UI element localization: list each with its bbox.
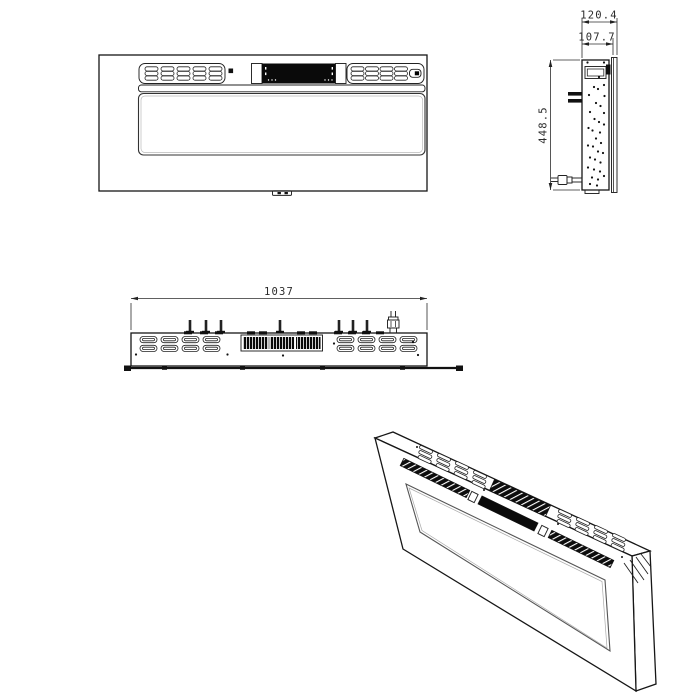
- dim-label-depth-overall: 120.4: [580, 9, 618, 22]
- dim-label-height: 448.5: [537, 106, 550, 144]
- side-front-panel: [612, 58, 618, 193]
- front-view: [99, 55, 427, 195]
- dim-height: [538, 60, 581, 190]
- dim-label-width: 1037: [263, 286, 295, 298]
- front-strip-stud: [229, 69, 234, 74]
- power-plug-top: [388, 311, 400, 333]
- dim-label-depth-insert: 107.7: [578, 31, 616, 44]
- power-plug-side: [551, 176, 582, 185]
- top-view: [124, 286, 463, 371]
- side-view: [538, 10, 618, 194]
- dim-depth-insert: [578, 32, 616, 56]
- persp-front-panel: [375, 438, 636, 691]
- top-pins: [186, 320, 371, 333]
- front-heater-outlet: [252, 64, 347, 84]
- top-heater: [241, 335, 323, 351]
- perspective-view: [375, 432, 656, 691]
- side-heater-pins: [568, 92, 582, 103]
- front-glass-window: [139, 94, 426, 156]
